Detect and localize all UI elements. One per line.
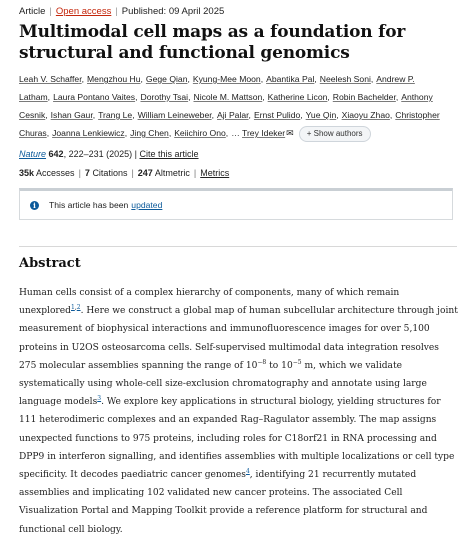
author-link[interactable]: Robin Bachelder: [332, 92, 396, 102]
update-notice: [19, 188, 453, 220]
author-separator: ,: [45, 110, 48, 120]
reference-link[interactable]: 1: [70, 304, 75, 312]
reference-link[interactable]: 3: [97, 395, 102, 403]
author-separator: ,: [187, 74, 190, 84]
author-separator: ,: [327, 92, 330, 102]
author-separator: ,: [140, 74, 143, 84]
author-link[interactable]: Neelesh Soni: [319, 74, 371, 84]
author-separator: ,: [135, 92, 138, 102]
metrics-link[interactable]: Metrics: [200, 168, 230, 178]
author-link[interactable]: Abantika Pal: [266, 74, 315, 84]
reference-link[interactable]: 4: [245, 468, 250, 475]
section-divider: [19, 246, 457, 247]
journal-link[interactable]: Nature: [19, 149, 47, 159]
show-authors-label: Show authors: [313, 129, 363, 138]
meta-separator: |: [49, 6, 52, 17]
abstract-segment: Human cells consist of a complex hierarchy of components, many of which remain unexplored: [19, 288, 400, 317]
author-link-corresponding[interactable]: Trey Ideker: [242, 128, 286, 138]
author-list: [19, 70, 459, 142]
info-icon: i: [30, 201, 39, 210]
reference-separator: ,: [74, 304, 77, 312]
author-link[interactable]: Keiichiro Ono: [174, 128, 226, 138]
pages: , 222–231 (2025): [63, 149, 133, 159]
cite-this-article-link[interactable]: Cite this article: [139, 149, 199, 159]
author-link[interactable]: Dorothy Tsai: [140, 92, 189, 102]
author-link[interactable]: Xiaoyu Zhao: [341, 110, 390, 120]
metrics-separator: |: [131, 168, 134, 178]
article-title: Multimodal cell maps as a foundation for structural and functional genomics: [19, 22, 406, 63]
citation-line: [19, 148, 459, 160]
author-link[interactable]: Yue Qin: [305, 110, 337, 120]
author-separator: ,: [168, 128, 172, 138]
author-separator: ,: [188, 92, 191, 102]
author-separator: ,: [300, 110, 303, 120]
article-type: Article: [19, 6, 46, 17]
author-separator: ,: [211, 110, 215, 120]
author-link[interactable]: Gege Qian: [145, 74, 188, 84]
meta-separator: |: [115, 6, 118, 17]
author-link[interactable]: Laura Pontano Vaites: [53, 92, 136, 102]
author-link[interactable]: Mengzhou Hu: [87, 74, 141, 84]
citations-label: Citations: [92, 168, 128, 178]
author-link[interactable]: Jing Chen: [130, 128, 169, 138]
altmetric-label: Altmetric: [154, 168, 190, 178]
altmetric-count: 247: [137, 168, 153, 178]
author-separator: ,: [262, 92, 265, 102]
accesses-label: Accesses: [36, 168, 75, 178]
author-separator: ,: [389, 110, 393, 120]
author-separator: ,: [47, 92, 51, 102]
author-separator: ,: [124, 128, 128, 138]
author-separator: ,: [81, 74, 84, 84]
author-link[interactable]: Ishan Gaur: [50, 110, 93, 120]
author-link[interactable]: Katherine Licon: [267, 92, 328, 102]
published-date: 09 April 2025: [168, 6, 225, 17]
author-separator: ,: [92, 110, 96, 120]
citation-separator: |: [134, 149, 137, 159]
author-link[interactable]: Anthony Cesnik: [19, 92, 433, 120]
reference-link[interactable]: 2: [76, 304, 81, 312]
metrics-bar: [19, 167, 459, 179]
author-link[interactable]: Leah V. Schaffer: [19, 74, 82, 84]
author-link[interactable]: Christopher Churas: [19, 110, 440, 138]
show-authors-button[interactable]: [299, 126, 371, 142]
author-separator: ,: [336, 110, 339, 120]
abstract-segment: . Here we construct a global map of human subcellular architecture through joint measurement of biophysical interactions and immunofluorescence images for over 5,100 proteins in U2OS osteosarcoma cells. Self-supervised multimodal data integration resolves 275 molecular assemblies spanning the range of 10: [19, 306, 458, 371]
author-link[interactable]: Andrew P. Latham: [19, 74, 415, 102]
author-link[interactable]: Ernst Pulido: [253, 110, 301, 120]
abstract-segment: m, which we validate systematically using whole-cell size-exclusion chromatography and annotate using large language models: [19, 360, 427, 408]
author-link[interactable]: Kyung-Mee Moon: [192, 74, 261, 84]
envelope-icon[interactable]: ✉: [286, 128, 294, 138]
abstract-segment: , identifying 21 recurrently mutated assemblies and implicating 102 validated new cancer proteins. The associated Cell Visualization Portal and Mapping Toolkit provide a reference platform for structural and functional cell biology.: [19, 470, 428, 535]
plus-icon: +: [306, 129, 312, 138]
author-separator: ,: [395, 92, 399, 102]
reference-superscript: [71, 304, 81, 311]
abstract-segment: to 10: [266, 360, 293, 371]
author-separator: ,: [225, 128, 229, 138]
article-meta: [19, 6, 459, 19]
author-separator: ,: [46, 128, 50, 138]
notice-text: This article has been: [49, 200, 129, 210]
updated-link[interactable]: updated: [131, 200, 163, 210]
author-separator: ,: [314, 74, 317, 84]
abstract-text: [19, 284, 459, 539]
author-separator: ,: [132, 110, 135, 120]
citations-count: 7: [84, 168, 90, 178]
metrics-separator: |: [78, 168, 81, 178]
author-link[interactable]: Nicole M. Mattson: [193, 92, 263, 102]
author-link[interactable]: Trang Le: [98, 110, 133, 120]
author-ellipsis: …: [231, 128, 240, 138]
author-link[interactable]: Joanna Lenkiewicz: [52, 128, 125, 138]
author-link[interactable]: William Leineweber: [137, 110, 212, 120]
abstract-segment: . We explore key applications in structural biology, yielding structures for 111 heterodimeric complexes and an expanded Rag–Ragulator assembly. The map assigns unexpected functions to 975 proteins, including roles for C18orf21 in RNA processing and DPP9 in interferon signalling, and identifies assemblies with multiple localizations or cell type specificity. It decodes paediatric cancer genomes: [19, 397, 455, 481]
exponent: −8: [257, 358, 267, 366]
volume: 642: [48, 149, 64, 159]
open-access-link[interactable]: Open access: [55, 6, 112, 17]
published-label: Published:: [121, 6, 167, 17]
author-link[interactable]: Aji Palar: [217, 110, 249, 120]
exponent: −5: [292, 358, 302, 366]
abstract-heading: Abstract: [19, 256, 81, 271]
accesses-count: 35k: [19, 168, 35, 178]
metrics-separator: |: [193, 168, 197, 178]
author-separator: ,: [260, 74, 264, 84]
author-separator: ,: [248, 110, 251, 120]
author-separator: ,: [370, 74, 374, 84]
